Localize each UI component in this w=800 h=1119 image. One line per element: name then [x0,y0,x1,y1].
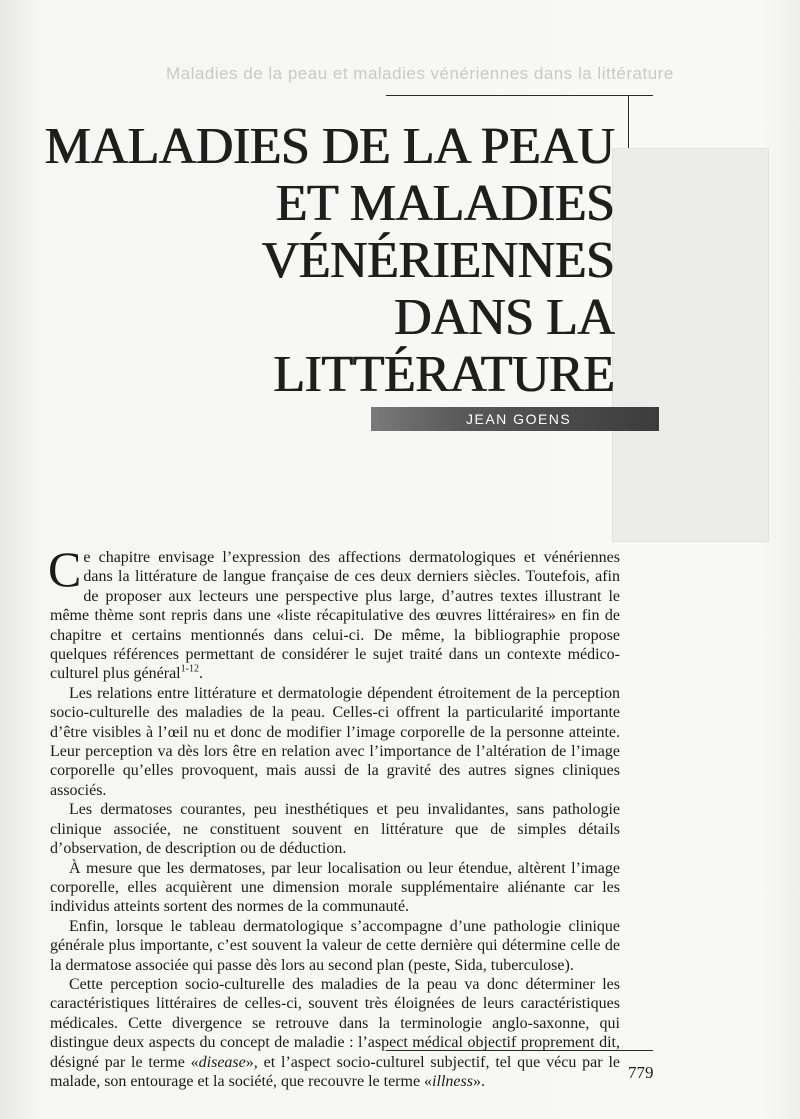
paragraph-6-text-a: Cette perception socio-culturelle des maladies de la peau va donc déterminer les caractéristiques littéraires de celles-ci, souvent très éloignées de leurs caractéristiques médicales. Cette divergence se retrouve dans la terminologie anglo-saxonne, qui distingue deux aspects du concept de maladie : l’aspect médical objectif proprement dit, désigné par le terme « [50,975,620,1071]
term-disease: disease [198,1053,246,1071]
paragraph-1-text: e chapitre envisage l’expression des affections dermatologiques et vénériennes dans la littérature de langue française de ces deux derniers siècles. Toutefois, afin de proposer aux lecteurs une perspective plus large, d’autres textes illustrant le même thème sont repris dans une «liste récapitulative des œuvres littéraires» en fin de chapitre et certains mentionnés dans celui-ci. De même, la bibliographie propose quelques références permettant de considérer le sujet traité dans un contexte médico-culturel plus général [50,549,620,683]
paragraph-4: À mesure que les dermatoses, par leur localisation ou leur étendue, altèrent l’image corporelle, elles acquièrent une dimension morale supplémentaire aliénante car les individus atteints sortent des normes de la communauté. [50,859,620,916]
paragraph-2: Les relations entre littérature et dermatologie dépendent étroitement de la perception socio-culturelle des maladies de la peau. Celles-ci offrent la particularité importante d’être visibles à l’œil nu et donc de modifier l’image corporelle de la personne atteinte. Leur perception va dès lors être en relation avec l’importance de l’altération de l’image corporelle qu’elles provoquent, mais aussi de la gravité des autres signes cliniques associés. [50,684,620,799]
title-line-4: DANS LA [393,289,614,346]
running-header: Maladies de la peau et maladies vénériennes dans la littérature [166,64,674,83]
paragraph-6-text-b: », et l’aspect socio-culturel subjectif, tel que vécu par le malade, son entourage et la société, que recouvre le terme « [50,1053,620,1090]
chapter-title [44,118,614,403]
drop-cap: C [48,541,82,597]
footer-rule [386,1050,653,1051]
author-name: JEAN GOENS [466,411,572,427]
paragraph-1 [48,541,620,684]
title-line-1: MALADIES DE LA PEAU [44,118,614,175]
title-top-rule [386,95,653,96]
bleed-through-figure [612,148,769,542]
paragraph-6 [50,975,620,1091]
term-illness: illness [432,1072,473,1090]
page-number: 779 [628,1063,654,1082]
reference-superscript: 1-12 [180,664,199,676]
paragraph-5: Enfin, lorsque le tableau dermatologique s’accompagne d’une pathologie clinique générale plus importante, c’est souvent la valeur de cette dernière qui détermine celle de la dermatose associée qui passe dès lors au second plan (peste, Sida, tuberculose). [50,917,620,974]
paragraph-3: Les dermatoses courantes, peu inesthétiques et peu invalidantes, sans pathologie clinique associée, ne constituent souvent en littérature que de simples détails d’observation, de description ou de déduction. [50,801,620,858]
author-banner [371,407,659,431]
paragraph-1-tail: . [198,665,203,683]
chapter-body [48,541,620,1091]
title-line-3: VÉNÉRIENNES [261,232,614,289]
paragraph-6-text-c: ». [472,1072,485,1090]
title-line-5: LITTÉRATURE [272,346,614,403]
title-line-2: ET MALADIES [275,175,614,232]
